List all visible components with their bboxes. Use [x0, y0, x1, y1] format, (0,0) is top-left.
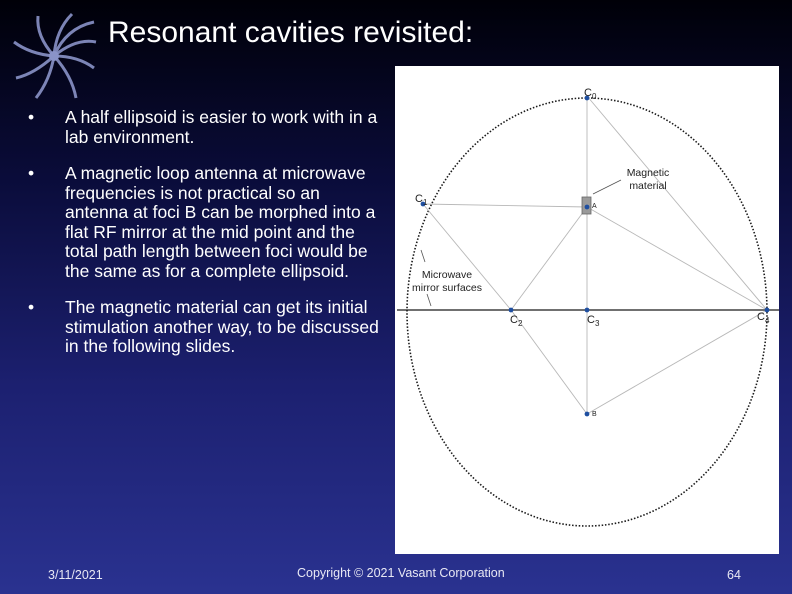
logo-icon: [6, 8, 102, 104]
slide-title: Resonant cavities revisited:: [108, 16, 474, 49]
mirror-arrow-down: [427, 294, 431, 306]
label-mirror-line2: mirror surfaces: [411, 282, 483, 294]
point-c2: [509, 308, 514, 313]
bullet-symbol: •: [28, 297, 35, 317]
label-c1: $C_1$: [415, 193, 428, 207]
bullet-symbol: •: [28, 163, 35, 183]
bullet-text: A magnetic loop antenna at microwave frequencies is not practical so an antenna at foci B can be morphed into a flat RF mirror at the mid point and the total path length between foci would be the same as for a complete ellipsoid.: [65, 163, 376, 281]
bullet-item: [28, 298, 384, 357]
bullet-text: The magnetic material can get its initial stimulation another way, to be discussed in the following slides.: [65, 297, 379, 356]
point-c3: [585, 308, 590, 313]
label-c2: $C_2$: [510, 314, 523, 328]
point-a: [585, 205, 590, 210]
point-b: [585, 412, 590, 417]
bullet-symbol: •: [28, 107, 35, 127]
ellipsoid-diagram: [395, 66, 779, 554]
footer-date: 3/11/2021: [48, 568, 103, 582]
magnetic-arrow: [593, 180, 621, 194]
footer-page-number: 64: [727, 568, 741, 582]
bullet-list: [28, 108, 384, 374]
mirror-arrow-up: [421, 250, 425, 262]
label-magnetic-line1: Magnetic: [626, 167, 670, 179]
label-c0: $C_0$: [584, 87, 597, 101]
label-c4: $C_4$: [757, 311, 770, 325]
bullet-item: [28, 108, 384, 147]
point-c4: [765, 308, 770, 313]
bullet-text: A half ellipsoid is easier to work with in a lab environment.: [65, 107, 378, 147]
label-c3: $C_3$: [587, 314, 600, 328]
label-b: B: [592, 411, 597, 418]
bullet-item: [28, 164, 384, 281]
footer-copyright: Copyright © 2021 Vasant Corporation: [297, 566, 505, 580]
label-mirror-line1: Microwave: [421, 269, 473, 281]
label-magnetic-line2: material: [629, 180, 667, 192]
label-a: A: [592, 203, 597, 210]
ray-paths: [423, 96, 767, 414]
